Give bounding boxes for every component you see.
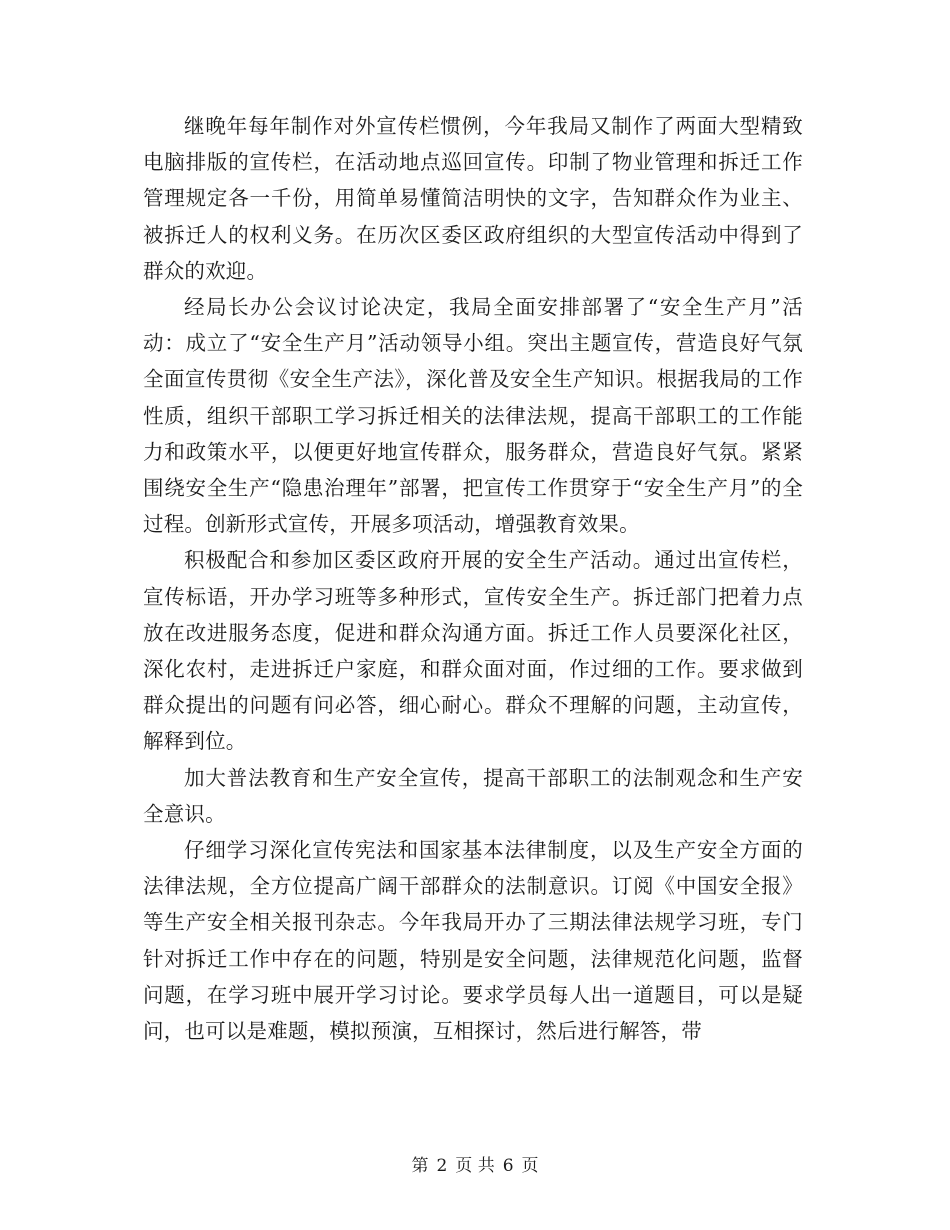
footer-prefix: 第: [411, 1156, 429, 1176]
paragraph-2: 经局长办公会议讨论决定，我局全面安排部署了“安全生产月”活动：成立了“安全生产月”活动领导小组。突出主题宣传，营造良好气氛全面宣传贯彻《安全生产法》，深化普及安全生产知识。根据我局的工作性质，组织干部职工学习拆迁相关的法律法规，提高干部职工的工作能力和政策水平，以便更好地宣传群众，服务群众，营造良好气氛。紧紧围绕安全生产“隐患治理年”部署，把宣传工作贯穿于“安全生产月”的全过程。创新形式宣传，开展多项活动，增强教育效果。: [143, 295, 803, 537]
paragraph-1: 继晚年每年制作对外宣传栏惯例，今年我局又制作了两面大型精致电脑排版的宣传栏，在活动地点巡回宣传。印制了物业管理和拆迁工作管理规定各一千份，用简单易懂简洁明快的文字，告知群众作为业主、被拆迁人的权利义务。在历次区委区政府组织的大型宣传活动中得到了群众的欢迎。: [143, 114, 803, 283]
footer-page-number: 2: [436, 1156, 448, 1176]
paragraph-5: 仔细学习深化宣传宪法和国家基本法律制度，以及生产安全方面的法律法规，全方位提高广阔干部群众的法制意识。订阅《中国安全报》等生产安全相关报刊杂志。今年我局开办了三期法律法规学习班，专门针对拆迁工作中存在的问题，特别是安全问题，法律规范化问题，监督问题，在学习班中展开学习讨论。要求学员每人出一道题目，可以是疑问，也可以是难题，模拟预演，互相探讨，然后进行解答，带: [143, 838, 803, 1044]
footer-middle: 页 共: [455, 1156, 495, 1176]
footer-suffix: 页: [521, 1156, 539, 1176]
page-footer: [0, 1154, 950, 1178]
document-body: [143, 108, 803, 1049]
footer-page-total: 6: [502, 1156, 514, 1176]
paragraph-4: 加大普法教育和生产安全宣传，提高干部职工的法制观念和生产安全意识。: [143, 765, 803, 826]
paragraph-3: 积极配合和参加区委区政府开展的安全生产活动。通过出宣传栏，宣传标语，开办学习班等多种形式，宣传安全生产。拆迁部门把着力点放在改进服务态度，促进和群众沟通方面。拆迁工作人员要深化社区，深化农村，走进拆迁户家庭，和群众面对面，作过细的工作。要求做到群众提出的问题有问必答，细心耐心。群众不理解的问题，主动宣传，解释到位。: [143, 548, 803, 754]
